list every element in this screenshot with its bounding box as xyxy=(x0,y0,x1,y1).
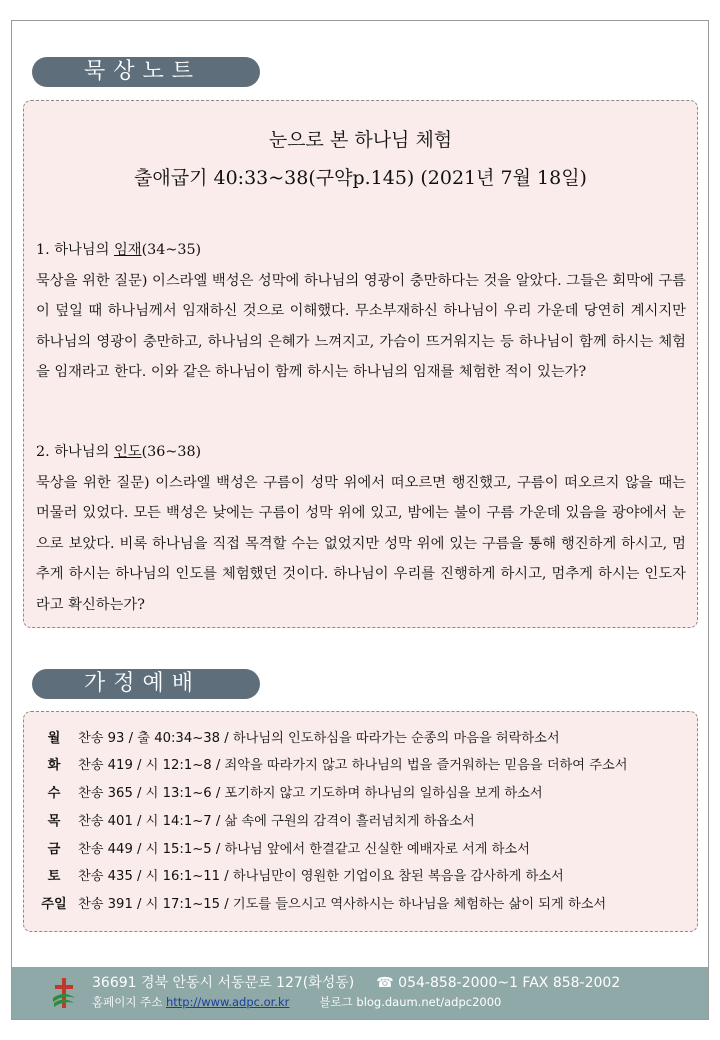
meditation-item xyxy=(36,437,686,620)
footer-contact-line xyxy=(92,972,620,992)
worship-day: 금 xyxy=(47,842,61,857)
worship-row-sat xyxy=(36,863,564,890)
family-worship-section-label: 가정예배 xyxy=(32,669,260,699)
item-range: (36~38) xyxy=(141,444,202,460)
worship-text: 찬송 401 / 시 14:1~7 / 삶 속에 구원의 감격이 흘러넘치게 하옵소서 xyxy=(78,814,475,829)
worship-row-thu xyxy=(36,808,475,835)
worship-day: 수 xyxy=(47,786,61,801)
worship-row-sun xyxy=(36,891,606,918)
footer xyxy=(12,967,708,1019)
worship-text: 찬송 435 / 시 16:1~11 / 하나님만이 영원한 기업이요 참된 복음을 감사하게 하소서 xyxy=(78,869,564,884)
worship-row-wed xyxy=(36,780,543,807)
worship-text: 찬송 93 / 출 40:34~38 / 하나님의 인도하심을 따라가는 순종의 마음을 허락하소서 xyxy=(78,731,560,746)
item-number: 1. xyxy=(36,242,55,258)
meditation-item-heading xyxy=(36,437,686,468)
item-keyword: 하나님의 xyxy=(54,444,114,460)
item-keyword-underlined: 임재 xyxy=(113,242,142,258)
meditation-reference: 출애굽기 40:33~38(구약p.145) (2021년 7월 18일) xyxy=(134,167,587,189)
item-keyword: 하나님의 xyxy=(54,242,114,258)
worship-day: 화 xyxy=(47,758,61,773)
item-range: (34~35) xyxy=(141,242,202,258)
worship-text: 찬송 391 / 시 17:1~15 / 기도를 들으시고 역사하시는 하나님을 체험하는 삶이 되게 하소서 xyxy=(78,897,607,912)
worship-day: 목 xyxy=(47,814,61,829)
meditation-item-body: 묵상을 위한 질문) 이스라엘 백성은 성막에 하나님의 영광이 충만하다는 것을 알았다. 그들은 회막에 구름이 덮일 때 하나님께서 임재하신 것으로 이해했다. 무소부재하신 하나님이 우리 가운데 당연히 계시지만 하나님의 영광이 충만하고, 하나님의 은혜가 느껴지고, 가슴이 뜨거워지는 등 하나님이 함께 하시는 체험을 임재라고 한다. 이와 같은 하나님이 함께 하시는 하나님의 임재를 체험한 적이 있는가? xyxy=(36,272,686,380)
worship-text: 찬송 449 / 시 15:1~5 / 하나님 앞에서 한결같고 신실한 예배자로 서게 하소서 xyxy=(78,842,530,857)
footer-address: 36691 경북 안동시 서동문로 127(화성동) xyxy=(92,975,355,991)
worship-day: 토 xyxy=(47,869,61,884)
worship-day: 월 xyxy=(47,731,61,746)
cross-logo-icon xyxy=(50,976,78,1010)
worship-text: 찬송 419 / 시 12:1~8 / 죄악을 따라가지 않고 하나님의 법을 즐거워하는 믿음을 더하여 주소서 xyxy=(78,758,628,773)
worship-row-tue xyxy=(36,752,627,779)
meditation-item-body: 묵상을 위한 질문) 이스라엘 백성은 구름이 성막 위에서 떠오르면 행진했고, 구름이 떠오르지 않을 때는 머물러 있었다. 모든 백성은 낮에는 구름이 성막 위에 있고, 밤에는 불이 구름 가운데 있음을 광야에서 눈으로 보았다. 비록 하나님을 직접 목격할 수는 없었지만 성막 위에 있는 구름을 통해 행진하게 하시고, 멈추게 하시는 하나님의 인도를 체험했던 것이다. 하나님이 우리를 진행하게 하시고, 멈추게 하시는 인도자라고 확신하는가? xyxy=(36,474,686,613)
worship-row-mon xyxy=(36,725,560,752)
worship-day: 주일 xyxy=(41,897,67,912)
family-worship-box xyxy=(23,711,698,932)
meditation-title: 눈으로 본 하나님 체험 xyxy=(268,129,453,151)
meditation-item-heading xyxy=(36,235,686,266)
item-number: 2. xyxy=(36,444,55,460)
meditation-item xyxy=(36,235,686,388)
item-keyword-underlined: 인도 xyxy=(113,444,142,460)
meditation-box xyxy=(23,100,698,628)
meditation-section-label: 묵상노트 xyxy=(32,57,260,87)
footer-blog: 블로그 blog.daum.net/adpc2000 xyxy=(319,995,502,1009)
worship-text: 찬송 365 / 시 13:1~6 / 포기하지 않고 기도하며 하나님의 일하심을 보게 하소서 xyxy=(78,786,543,801)
homepage-link[interactable]: http://www.adpc.or.kr xyxy=(165,995,290,1009)
footer-web-line xyxy=(92,994,501,1010)
worship-row-fri xyxy=(36,836,530,863)
footer-phone: ☎ 054-858-2000~1 FAX 858-2002 xyxy=(376,975,621,991)
footer-homepage-label: 홈페이지 주소 xyxy=(92,995,163,1009)
